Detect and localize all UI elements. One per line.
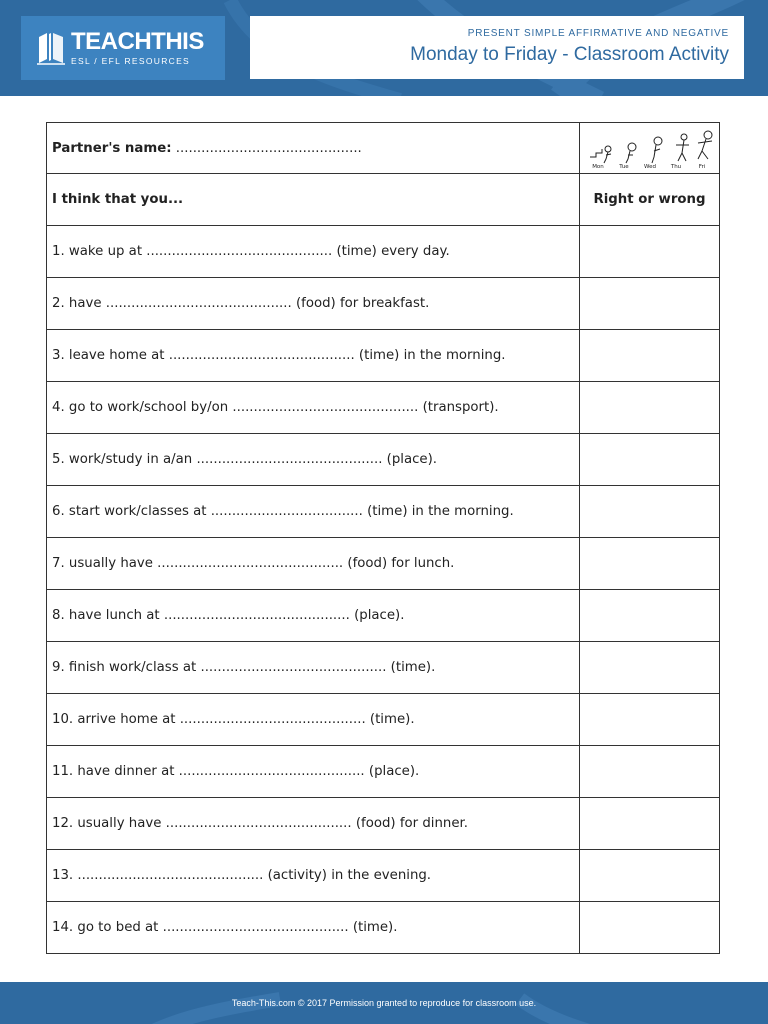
partner-label: Partner's name:: [52, 140, 172, 156]
statement-cell[interactable]: 14. go to bed at ............................................ (time).: [47, 902, 580, 954]
table-row: [47, 798, 720, 850]
statement-cell[interactable]: 10. arrive home at ............................................ (time).: [47, 694, 580, 746]
logo-tagline: ESL / EFL RESOURCES: [71, 56, 191, 66]
right-or-wrong-cell[interactable]: [580, 278, 720, 330]
right-or-wrong-cell[interactable]: [580, 330, 720, 382]
worksheet-title: Monday to Friday - Classroom Activity: [410, 44, 729, 65]
title-box: [250, 16, 744, 79]
table-row: [47, 902, 720, 954]
right-or-wrong-cell[interactable]: [580, 538, 720, 590]
statement-cell[interactable]: 1. wake up at ............................................ (time) every day.: [47, 226, 580, 278]
right-or-wrong-cell[interactable]: [580, 382, 720, 434]
partner-row: [47, 123, 720, 174]
weekday-label: Tue: [618, 164, 629, 169]
logo[interactable]: [21, 16, 225, 80]
table-row: [47, 850, 720, 902]
table-row: [47, 538, 720, 590]
statement-cell[interactable]: 9. finish work/class at ............................................ (time).: [47, 642, 580, 694]
column-header-result: Right or wrong: [580, 174, 720, 226]
right-or-wrong-cell[interactable]: [580, 694, 720, 746]
weekday-label: Fri: [698, 164, 705, 169]
partner-dots: ............................................: [175, 140, 362, 156]
days-illustration-cell: [580, 123, 720, 174]
partner-name-cell[interactable]: [47, 123, 580, 174]
weekday-stick-figures-icon: [586, 127, 714, 169]
weekday-label: Thu: [670, 164, 681, 169]
right-or-wrong-cell[interactable]: [580, 590, 720, 642]
weekday-label: Mon: [591, 164, 604, 169]
statement-cell[interactable]: 12. usually have ............................................ (food) for dinner.: [47, 798, 580, 850]
statement-cell[interactable]: 6. start work/classes at .................................... (time) in the morning.: [47, 486, 580, 538]
right-or-wrong-cell[interactable]: [580, 434, 720, 486]
statement-cell[interactable]: 2. have ............................................ (food) for breakfast.: [47, 278, 580, 330]
table-row: [47, 642, 720, 694]
table-row: [47, 746, 720, 798]
right-or-wrong-cell[interactable]: [580, 798, 720, 850]
statement-cell[interactable]: 11. have dinner at ............................................ (place).: [47, 746, 580, 798]
table-row: [47, 694, 720, 746]
table-row: [47, 330, 720, 382]
statement-cell[interactable]: 13. ............................................ (activity) in the evening.: [47, 850, 580, 902]
statement-cell[interactable]: 3. leave home at ............................................ (time) in the morning.: [47, 330, 580, 382]
right-or-wrong-cell[interactable]: [580, 226, 720, 278]
weekday-label: Wed: [643, 164, 656, 169]
table-row: [47, 226, 720, 278]
right-or-wrong-cell[interactable]: [580, 850, 720, 902]
right-or-wrong-cell[interactable]: [580, 486, 720, 538]
logo-name: TEACHTHIS: [71, 28, 204, 55]
worksheet-table: [46, 122, 720, 954]
statement-cell[interactable]: 7. usually have ............................................ (food) for lunch.: [47, 538, 580, 590]
book-icon: [35, 31, 67, 65]
table-row: [47, 590, 720, 642]
right-or-wrong-cell[interactable]: [580, 642, 720, 694]
page-header: [0, 0, 768, 96]
column-header-statement: I think that you...: [47, 174, 580, 226]
column-header-row: [47, 174, 720, 226]
table-row: [47, 382, 720, 434]
copyright-notice[interactable]: Teach-This.com © 2017 Permission granted to reproduce for classroom use.: [231, 998, 537, 1008]
worksheet-kicker: PRESENT SIMPLE AFFIRMATIVE AND NEGATIVE: [467, 28, 729, 39]
table-row: [47, 486, 720, 538]
statement-cell[interactable]: 4. go to work/school by/on ............................................ (transport).: [47, 382, 580, 434]
statement-cell[interactable]: 8. have lunch at ............................................ (place).: [47, 590, 580, 642]
page-footer: [0, 982, 768, 1024]
table-row: [47, 278, 720, 330]
right-or-wrong-cell[interactable]: [580, 746, 720, 798]
statement-cell[interactable]: 5. work/study in a/an ............................................ (place).: [47, 434, 580, 486]
right-or-wrong-cell[interactable]: [580, 902, 720, 954]
table-row: [47, 434, 720, 486]
